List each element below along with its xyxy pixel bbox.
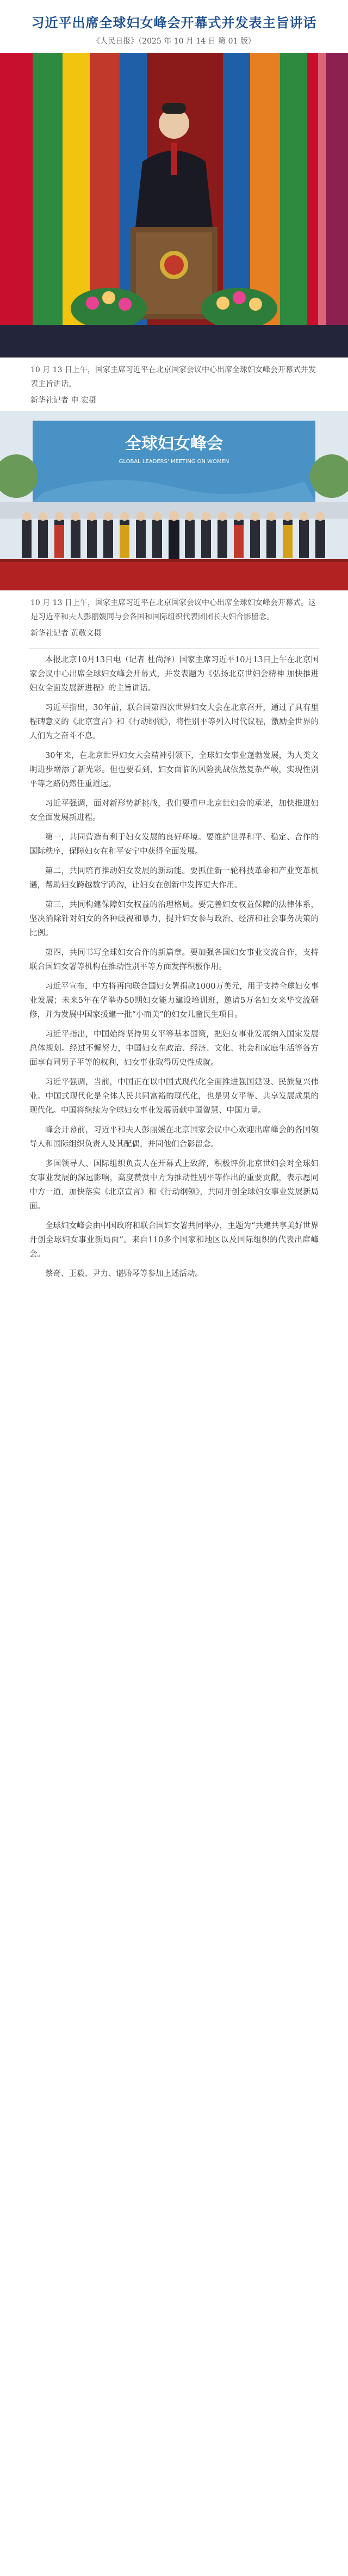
paragraph: 峰会开幕前，习近平和夫人彭丽媛在北京国家会议中心欢迎出席峰会的各国领导人和国际组织负责人及其配偶，并同他们合影留念。	[29, 1126, 319, 1149]
article-body	[0, 653, 348, 1281]
banner-subtitle: GLOBAL LEADERS' MEETING ON WOMEN	[119, 459, 229, 465]
speech-photo-image	[0, 53, 348, 358]
paragraph: 第四，共同书写全球妇女合作的新篇章。要加强各国妇女事业交流合作，支持联合国妇女署等机构在推动性别平等方面发挥积极作用。	[29, 948, 319, 971]
banner-title: 全球妇女峰会	[125, 434, 223, 453]
paragraph: 习近平强调，面对新形势新挑战，我们要重申北京世妇会的承诺，加快推进妇女全面发展新进程。	[29, 799, 319, 822]
photo2-credit: 新华社记者 黄敬文摄	[30, 629, 102, 638]
paragraph: 第三，共同构建保障妇女权益的治理格局。要完善妇女权益保障的法律体系，坚决消除针对妇女的各种歧视和暴力，提升妇女参与政治、经济和社会事务决策的比例。	[29, 901, 319, 938]
paragraph: 多国领导人、国际组织负责人在开幕式上致辞，积极评价北京世妇会对全球妇女事业发展的深远影响，高度赞赏中方为推动性别平等作出的重要贡献，表示愿同中方一道，加快落实《北京宣言》和《行动纲领》，共同开创全球妇女事业发展新局面。	[29, 1160, 319, 1211]
photo1-caption: 10 月 13 日上午，国家主席习近平在北京国家会议中心出席全球妇女峰会开幕式并发表主旨讲话。	[30, 366, 316, 389]
section-divider	[29, 648, 319, 649]
paragraph: 第二，共同培育推动妇女发展的新动能。要抓住新一轮科技革命和产业变革机遇，帮助妇女跨越数字鸿沟，让妇女在创新中发挥更大作用。	[29, 867, 319, 890]
photo1-credit: 新华社记者 申 宏摄	[30, 396, 96, 405]
photo-group	[0, 411, 348, 590]
paragraph: 蔡奇、王毅、尹力、谌贻琴等参加上述活动。	[45, 1269, 203, 1278]
paragraph: 习近平指出，中国始终坚持男女平等基本国策，把妇女事业发展纳入国家发展总体规划。经过不懈努力，中国妇女在政治、经济、文化、社会和家庭生活等各方面享有同男子平等的权利，妇女事业取得历史性成就。	[29, 1030, 319, 1067]
paragraph: 习近平宣布，中方将再向联合国妇女署捐款1000万美元，用于支持全球妇女事业发展；未来5年在华举办50期妇女能力建设培训班，邀请5万名妇女来华交流研修，并为发展中国家援建一批“小而美”的妇女儿童民生项目。	[29, 982, 319, 1019]
paragraph: 习近平强调，当前，中国正在以中国式现代化全面推进强国建设、民族复兴伟业。中国式现代化是全体人民共同富裕的现代化，也是男女平等、共享发展成果的现代化。中国将继续为全球妇女事业发展贡献中国智慧、中国力量。	[29, 1078, 319, 1115]
photo-speech	[0, 53, 348, 358]
paragraph: 30年来，在北京世界妇女大会精神引领下，全球妇女事业蓬勃发展，为人类文明进步增添了新光彩。但也要看到，妇女面临的风险挑战依然复杂严峻，实现性别平等之路仍然任重道远。	[29, 751, 319, 788]
paragraph: 第一，共同营造有利于妇女发展的良好环境。要维护世界和平、稳定、合作的国际秩序，保障妇女在和平安宁中获得全面发展。	[29, 833, 319, 856]
paragraph: 本报北京10月13日电（记者 杜尚泽）国家主席习近平10月13日上午在北京国家会议中心出席全球妇女峰会开幕式，并发表题为《弘扬北京世妇会精神 加快推进妇女全面发展新进程》的主旨讲话。	[29, 656, 319, 693]
photo2-caption: 10 月 13 日上午，国家主席习近平在北京国家会议中心出席全球妇女峰会开幕式。这是习近平和夫人彭丽媛同与会各国和国际组织代表团团长夫妇合影留念。	[30, 599, 316, 621]
source-line: 《人民日报》（2025 年 10 月 14 日 第 01 版）	[92, 37, 256, 46]
paragraph: 习近平指出，30年前，联合国第四次世界妇女大会在北京召开，通过了具有里程碑意义的《北京宣言》和《行动纲领》，将性别平等列入时代议程，激励全世界的人们为之奋斗不息。	[29, 704, 319, 741]
article-page	[0, 0, 348, 1281]
paragraph: 全球妇女峰会由中国政府和联合国妇女署共同举办，主题为“共建共享美好世界 开创全球妇女事业新局面”。来自110多个国家和地区以及国际组织的代表出席峰会。	[29, 1222, 319, 1259]
page-title: 习近平出席全球妇女峰会开幕式并发表主旨讲话	[31, 15, 317, 30]
group-photo-image	[0, 411, 348, 590]
